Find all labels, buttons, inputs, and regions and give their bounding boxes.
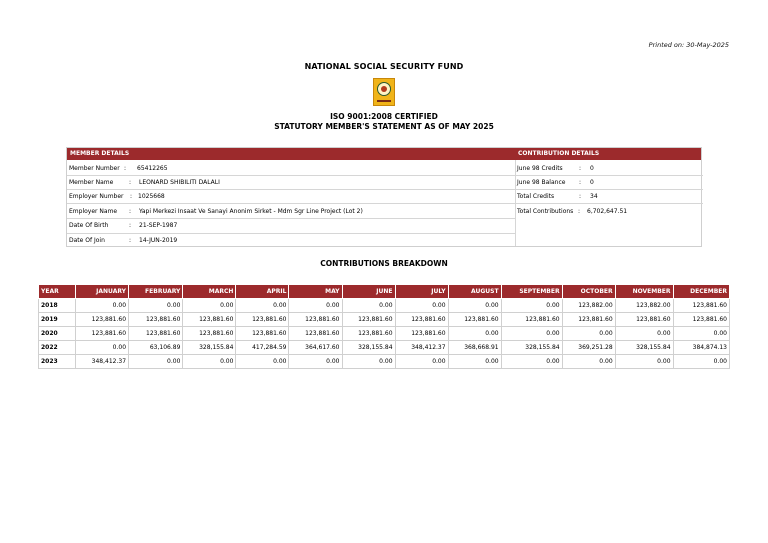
amount-cell: 123,881.60 (289, 313, 342, 327)
contributions-table (38, 284, 730, 369)
employer-number-value: 1025668 (138, 193, 165, 200)
employer-name-value: Yapi Merkezi Insaat Ve Sanayi Anonim Sirket - Mdm Sgr Line Project (Lot 2) (139, 208, 363, 215)
amount-cell: 328,155.84 (615, 341, 673, 355)
amount-cell: 0.00 (236, 355, 289, 369)
amount-cell: 123,881.60 (395, 327, 448, 341)
organization-name: NATIONAL SOCIAL SECURITY FUND (304, 62, 464, 71)
amount-cell: 123,881.60 (448, 313, 501, 327)
details-panel (66, 147, 702, 247)
detail-row: Employer Name : Yapi Merkezi Insaat Ve Sanayi Anonim Sirket - Mdm Sgr Line Project (Lot 2) Total Contributions : 6,702,647.51 (69, 208, 628, 215)
amount-cell: 0.00 (448, 355, 501, 369)
amount-cell: 0.00 (342, 355, 395, 369)
employer-name-label: Employer Name (69, 208, 118, 215)
table-row (39, 327, 730, 341)
total-credits-value: 34 (590, 193, 598, 200)
amount-cell: 417,284.59 (236, 341, 289, 355)
amount-cell: 123,881.60 (615, 313, 673, 327)
amount-cell: 0.00 (501, 355, 562, 369)
table-header-row (39, 285, 730, 299)
amount-cell: 0.00 (183, 355, 236, 369)
amount-cell: 0.00 (395, 299, 448, 313)
amount-cell: 123,881.60 (342, 327, 395, 341)
detail-row: Date Of Join : 14-JUN-2019 (69, 237, 178, 244)
column-header: DECEMBER (673, 285, 729, 299)
amount-cell: 63,106.89 (129, 341, 183, 355)
amount-cell: 123,881.60 (236, 313, 289, 327)
amount-cell: 0.00 (448, 327, 501, 341)
amount-cell: 0.00 (289, 299, 342, 313)
year-cell: 2022 (39, 341, 76, 355)
year-cell: 2020 (39, 327, 76, 341)
amount-cell: 123,881.60 (129, 327, 183, 341)
amount-cell: 364,617.60 (289, 341, 342, 355)
amount-cell: 123,881.60 (76, 313, 129, 327)
date-of-birth-value: 21-SEP-1987 (139, 222, 178, 229)
amount-cell: 0.00 (615, 355, 673, 369)
year-cell: 2023 (39, 355, 76, 369)
member-number-value: 65412265 (137, 165, 168, 172)
amount-cell: 0.00 (501, 299, 562, 313)
column-header: SEPTEMBER (501, 285, 562, 299)
amount-cell: 0.00 (673, 355, 729, 369)
printed-on-date: Printed on: 30-May-2025 (648, 41, 729, 49)
amount-cell: 0.00 (562, 327, 615, 341)
table-row (39, 299, 730, 313)
detail-row: Member Name : LEONARD SHIBILITI DALALI June 98 Balance : 0 (69, 179, 594, 186)
column-header: FEBRUARY (129, 285, 183, 299)
column-header: AUGUST (448, 285, 501, 299)
amount-cell: 328,155.84 (183, 341, 236, 355)
detail-row: Employer Number : 1025668 Total Credits : 34 (69, 193, 598, 200)
amount-cell: 368,668.91 (448, 341, 501, 355)
amount-cell: 0.00 (501, 327, 562, 341)
amount-cell: 369,251.28 (562, 341, 615, 355)
column-header: OCTOBER (562, 285, 615, 299)
iso-certification: ISO 9001:2008 CERTIFIED (330, 112, 438, 121)
breakdown-title: CONTRIBUTIONS BREAKDOWN (320, 259, 448, 268)
amount-cell: 384,874.13 (673, 341, 729, 355)
amount-cell: 328,155.84 (501, 341, 562, 355)
table-row (39, 341, 730, 355)
table-row (39, 313, 730, 327)
amount-cell: 123,881.60 (183, 327, 236, 341)
employer-number-label: Employer Number (69, 193, 124, 200)
column-header: JULY (395, 285, 448, 299)
amount-cell: 0.00 (236, 299, 289, 313)
amount-cell: 123,881.60 (129, 313, 183, 327)
year-cell: 2018 (39, 299, 76, 313)
amount-cell: 123,882.00 (562, 299, 615, 313)
amount-cell: 0.00 (129, 299, 183, 313)
amount-cell: 0.00 (129, 355, 183, 369)
column-header: NOVEMBER (615, 285, 673, 299)
amount-cell: 123,881.60 (183, 313, 236, 327)
amount-cell: 0.00 (673, 327, 729, 341)
date-of-join-label: Date Of Join (69, 237, 105, 244)
document-header (0, 62, 768, 132)
date-of-birth-label: Date Of Birth (69, 222, 109, 229)
amount-cell: 0.00 (615, 327, 673, 341)
amount-cell: 123,881.60 (395, 313, 448, 327)
column-header: JANUARY (76, 285, 129, 299)
amount-cell: 123,881.60 (673, 299, 729, 313)
june98-credits-label: June 98 Credits (517, 165, 563, 172)
amount-cell: 0.00 (289, 355, 342, 369)
contribution-details-title: CONTRIBUTION DETAILS (518, 150, 600, 157)
amount-cell: 123,881.60 (342, 313, 395, 327)
total-contributions-label: Total Contributions (517, 208, 574, 215)
june98-credits-value: 0 (590, 165, 594, 172)
amount-cell: 123,881.60 (673, 313, 729, 327)
amount-cell: 0.00 (562, 355, 615, 369)
amount-cell: 348,412.37 (76, 355, 129, 369)
amount-cell: 123,881.60 (501, 313, 562, 327)
amount-cell: 123,881.60 (236, 327, 289, 341)
amount-cell: 123,882.00 (615, 299, 673, 313)
member-name-value: LEONARD SHIBILITI DALALI (139, 179, 220, 186)
amount-cell: 0.00 (395, 355, 448, 369)
june98-balance-value: 0 (590, 179, 594, 186)
column-header: MAY (289, 285, 342, 299)
column-header: MARCH (183, 285, 236, 299)
amount-cell: 0.00 (76, 341, 129, 355)
date-of-join-value: 14-JUN-2019 (139, 237, 178, 244)
amount-cell: 123,881.60 (76, 327, 129, 341)
amount-cell: 0.00 (76, 299, 129, 313)
june98-balance-label: June 98 Balance (517, 179, 566, 186)
statement-title: STATUTORY MEMBER'S STATEMENT AS OF MAY 2025 (274, 122, 494, 131)
amount-cell: 0.00 (342, 299, 395, 313)
table-row (39, 355, 730, 369)
amount-cell: 123,881.60 (289, 327, 342, 341)
nssf-logo-icon (373, 78, 395, 106)
column-header: JUNE (342, 285, 395, 299)
member-number-label: Member Number (69, 165, 120, 172)
details-header-bar (67, 148, 701, 160)
detail-row: Date Of Birth : 21-SEP-1987 (69, 222, 178, 229)
amount-cell: 0.00 (183, 299, 236, 313)
member-details-title: MEMBER DETAILS (70, 150, 130, 157)
column-header: APRIL (236, 285, 289, 299)
amount-cell: 0.00 (448, 299, 501, 313)
amount-cell: 328,155.84 (342, 341, 395, 355)
year-cell: 2019 (39, 313, 76, 327)
detail-row: Member Number : 65412265 June 98 Credits : 0 (69, 165, 594, 172)
total-credits-label: Total Credits (517, 193, 555, 200)
column-header: YEAR (39, 285, 76, 299)
member-name-label: Member Name (69, 179, 114, 186)
amount-cell: 348,412.37 (395, 341, 448, 355)
amount-cell: 123,881.60 (562, 313, 615, 327)
total-contributions-value: 6,702,647.51 (587, 208, 628, 215)
